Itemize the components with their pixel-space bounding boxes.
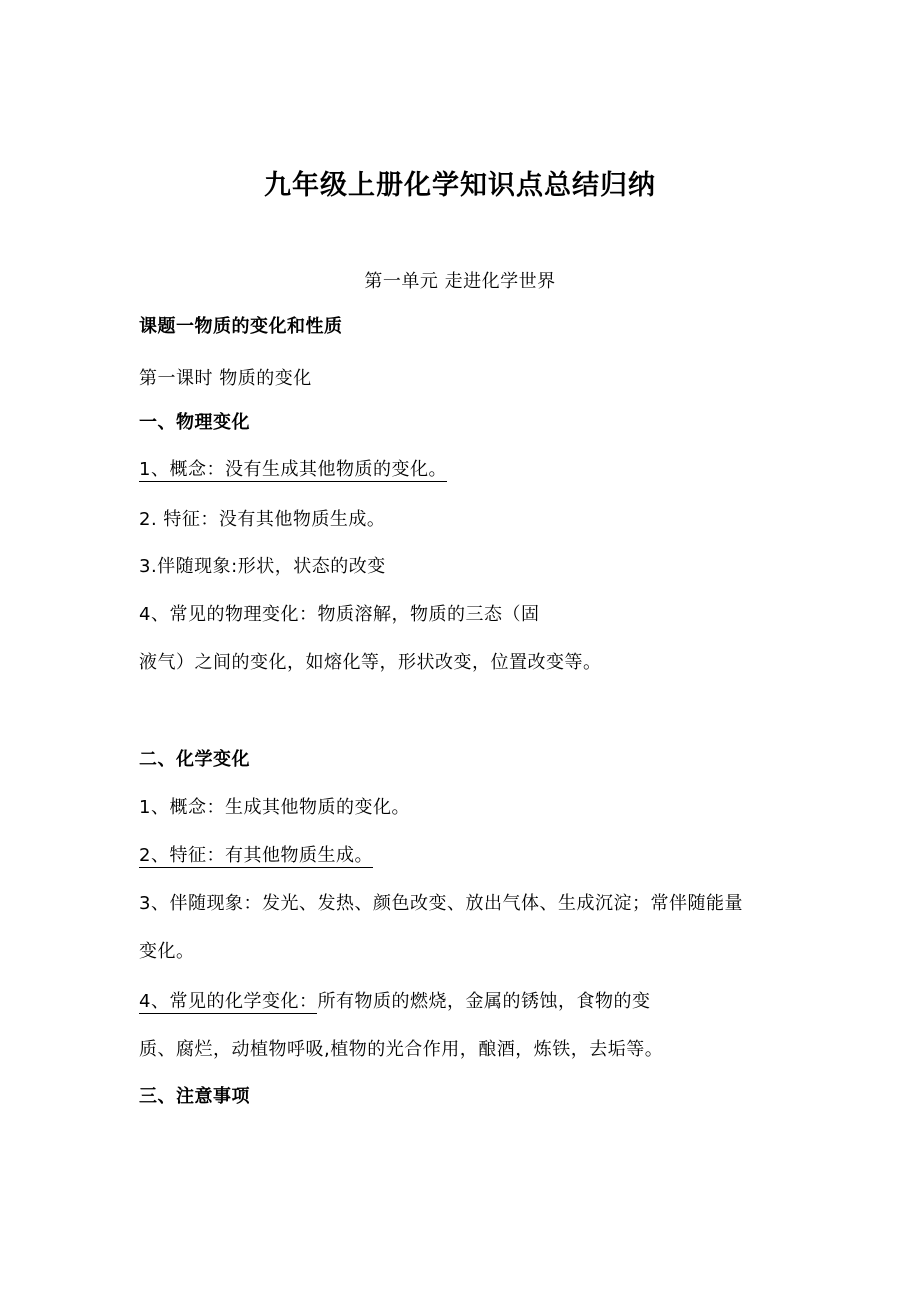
chemical-change-examples-line2: 质、腐烂，动植物呼吸,植物的光合作用，酿酒，炼铁，去垢等。 <box>139 1039 664 1060</box>
document-title: 九年级上册化学知识点总结归纳 <box>264 170 656 201</box>
unit-heading: 第一单元 走进化学世界 <box>364 271 556 292</box>
physical-change-concept <box>139 458 447 482</box>
physical-change-examples-line1: 4、常见的物理变化：物质溶解，物质的三态（固 <box>139 604 540 625</box>
chemical-change-phenomena-line1: 3、伴随现象：发光、发热、颜色改变、放出气体、生成沉淀；常伴随能量 <box>139 893 743 914</box>
physical-change-phenomena: 3.伴随现象:形状，状态的改变 <box>139 556 386 577</box>
chemical-change-examples-line1 <box>139 990 650 1014</box>
lesson-heading: 第一课时 物质的变化 <box>139 368 312 389</box>
chemical-change-examples-label: 4、常见的化学变化： <box>139 991 318 1012</box>
chemical-change-feature-text: 2、特征：有其他物质生成。 <box>139 845 373 866</box>
physical-change-feature: 2. 特征：没有其他物质生成。 <box>139 509 386 530</box>
chemical-change-feature <box>139 844 373 868</box>
section2-heading: 二、化学变化 <box>139 749 250 770</box>
chemical-change-phenomena-line2: 变化。 <box>139 941 195 962</box>
chemical-change-examples-rest: 所有物质的燃烧，金属的锈蚀，食物的变 <box>317 991 651 1012</box>
physical-change-concept-text: 1、概念：没有生成其他物质的变化。 <box>139 459 447 480</box>
chemical-change-concept: 1、概念：生成其他物质的变化。 <box>139 797 410 818</box>
physical-change-examples-line2: 液气）之间的变化，如熔化等，形状改变，位置改变等。 <box>139 652 602 673</box>
section1-heading: 一、物理变化 <box>139 412 250 433</box>
topic-heading: 课题一物质的变化和性质 <box>139 316 343 337</box>
section3-heading: 三、注意事项 <box>139 1086 250 1107</box>
